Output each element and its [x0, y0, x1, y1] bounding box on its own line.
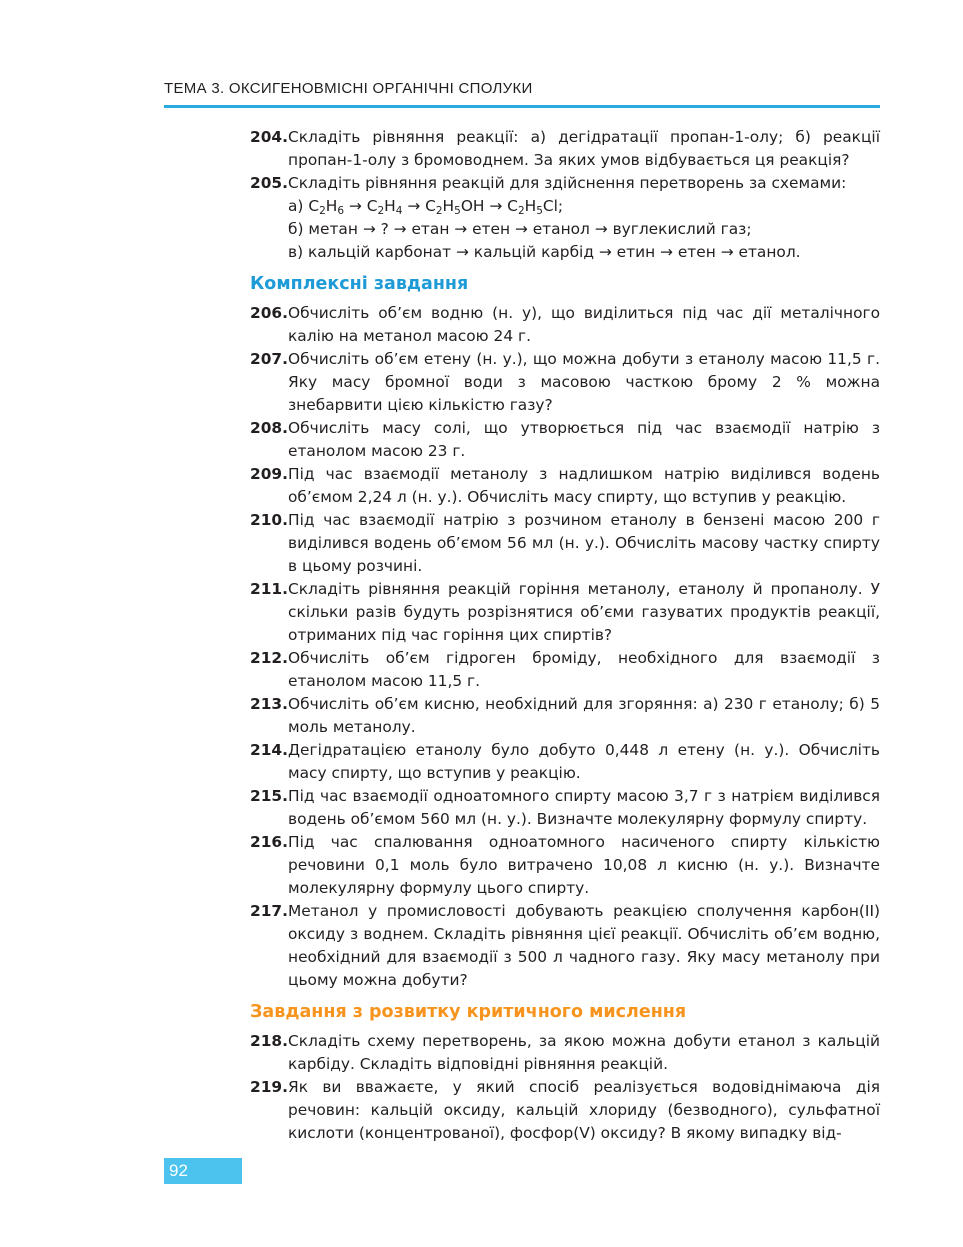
task-number: 207. [250, 350, 288, 368]
task-text: Обчисліть об’єм водню (н. у), що виділиться під час дії металічного калію на метанол масою 24 г. [288, 304, 880, 345]
task-number: 213. [250, 695, 288, 713]
scheme-a-label: а) [288, 197, 309, 215]
scheme-a [288, 195, 880, 218]
task-205 [250, 172, 880, 264]
task-209 [250, 463, 880, 509]
formula-subscript: 2 [435, 205, 443, 217]
task-number: 219. [250, 1078, 288, 1096]
task-text: Метанол у промисловості добувають реакцією сполучення карбон(ІІ) оксиду з воднем. Складіть рівняння цієї реакції. Обчисліть об’єм водню, необхідний для взаємодії з 500 л чадного газу. Яку масу метанолу при цьому можна добути? [288, 902, 880, 989]
formula-subscript: 5 [536, 205, 543, 217]
task-text: Під час взаємодії натрію з розчином етанолу в бензені масою 200 г виділився водень об’ємом 56 мл (н. у.). Обчисліть масову частку спирту в цьому розчині. [288, 511, 880, 575]
formula-part: H [384, 197, 396, 215]
task-text: Складіть рівняння реакції: а) дегідратації пропан-1-олу; б) реакції пропан-1-олу з бромоводнем. За яких умов відбувається ця реакція? [288, 128, 880, 169]
task-text: Складіть схему перетворень, за якою можна добути етанол з кальцій карбіду. Складіть відповідні рівняння реакцій. [288, 1032, 880, 1073]
section-heading-complex: Комплексні завдання [250, 274, 469, 294]
formula-part: → C [344, 197, 378, 215]
formula-part: Cl; [542, 197, 564, 215]
task-number: 216. [250, 833, 288, 851]
formula-subscript: 2 [517, 205, 525, 217]
formula-part: → C [402, 197, 436, 215]
header-divider [164, 105, 880, 108]
task-number: 215. [250, 787, 288, 805]
task-number: 217. [250, 902, 288, 920]
page-number: 92 [164, 1158, 242, 1184]
task-text: Обчисліть масу солі, що утворюється під час взаємодії натрію з етанолом масою 23 г. [288, 419, 880, 460]
formula-part: H [524, 197, 537, 215]
task-text: Під час взаємодії одноатомного спирту масою 3,7 г з натрієм виділився водень об’ємом 560 мл (н. у.). Визначте молекулярну формулу спирту. [288, 787, 880, 828]
task-206 [250, 302, 880, 348]
task-number: 214. [250, 741, 288, 759]
task-number: 210. [250, 511, 288, 529]
critical-thinking-tasks [250, 1030, 880, 1145]
formula-part: H [325, 197, 338, 215]
formula-subscript: 5 [454, 205, 461, 217]
task-216 [250, 831, 880, 900]
task-number: 205. [250, 174, 288, 192]
task-217 [250, 900, 880, 992]
task-number: 208. [250, 419, 288, 437]
task-number: 209. [250, 465, 288, 483]
task-number: 211. [250, 580, 288, 598]
task-text: Складіть рівняння реакцій для здійснення перетворень за схемами: [288, 174, 847, 192]
task-215 [250, 785, 880, 831]
complex-tasks [250, 302, 880, 992]
formula-part: OH → C [460, 197, 518, 215]
task-208 [250, 417, 880, 463]
task-number: 212. [250, 649, 288, 667]
task-219 [250, 1076, 880, 1145]
task-text: Дегідратацією етанолу було добуто 0,448 л етену (н. у.). Обчисліть масу спирту, що вступив у реакцію. [288, 741, 880, 782]
formula-part: C [308, 197, 320, 215]
task-text: Обчисліть об’єм гідроген броміду, необхідного для взаємодії з етанолом масою 11,5 г. [288, 649, 880, 690]
task-text: Складіть рівняння реакцій горіння метанолу, етанолу й пропанолу. У скільки разів будуть розрізнятися об’єми газуватих продуктів реакції, отриманих під час горіння цих спиртів? [288, 580, 880, 644]
task-text: Обчисліть об’єм кисню, необхідний для згоряння: а) 230 г етанолу; б) 5 моль метанолу. [288, 695, 880, 736]
task-218 [250, 1030, 880, 1076]
exercise-list [250, 126, 880, 1145]
task-text: Під час спалювання одноатомного насиченого спирту кількістю речовини 0,1 моль було витрачено 10,08 л кисню (н. у.). Визначте молекулярну формулу цього спирту. [288, 833, 880, 897]
formula-subscript: 2 [377, 205, 385, 217]
task-text: Обчисліть об’єм етену (н. у.), що можна добути з етанолу масою 11,5 г. Яку масу бромної води з масовою часткою брому 2 % можна знебарвити цією кількістю газу? [288, 350, 880, 414]
task-212 [250, 647, 880, 693]
scheme-c: в) кальцій карбонат → кальцій карбід → етин → етен → етанол. [288, 243, 801, 261]
formula-subscript: 4 [395, 205, 403, 217]
formula-subscript: 2 [319, 205, 326, 217]
task-text: Під час взаємодії метанолу з надлишком натрію виділився водень об’ємом 2,24 л (н. у.). Обчисліть масу спирту, що вступив у реакцію. [288, 465, 880, 506]
task-210 [250, 509, 880, 578]
task-number: 218. [250, 1032, 288, 1050]
formula-part: H [442, 197, 455, 215]
task-213 [250, 693, 880, 739]
task-number: 204. [250, 128, 288, 146]
section-heading-critical: Завдання з розвитку критичного мислення [250, 1002, 687, 1022]
task-number: 206. [250, 304, 288, 322]
task-204 [250, 126, 880, 172]
formula-subscript: 6 [337, 205, 345, 217]
task-text: Як ви вважаєте, у який спосіб реалізується водовіднімаюча дія речовин: кальцій оксиду, кальцій хлориду (безводного), сульфатної кислоти (концентрованої), фосфор(V) оксиду? В якому випадку від- [288, 1078, 880, 1142]
task-207 [250, 348, 880, 417]
chapter-header: ТЕМА 3. ОКСИГЕНОВМІСНІ ОРГАНІЧНІ СПОЛУКИ [164, 80, 533, 97]
scheme-b: б) метан → ? → етан → етен → етанол → вуглекислий газ; [288, 220, 752, 238]
task-211 [250, 578, 880, 647]
task-214 [250, 739, 880, 785]
